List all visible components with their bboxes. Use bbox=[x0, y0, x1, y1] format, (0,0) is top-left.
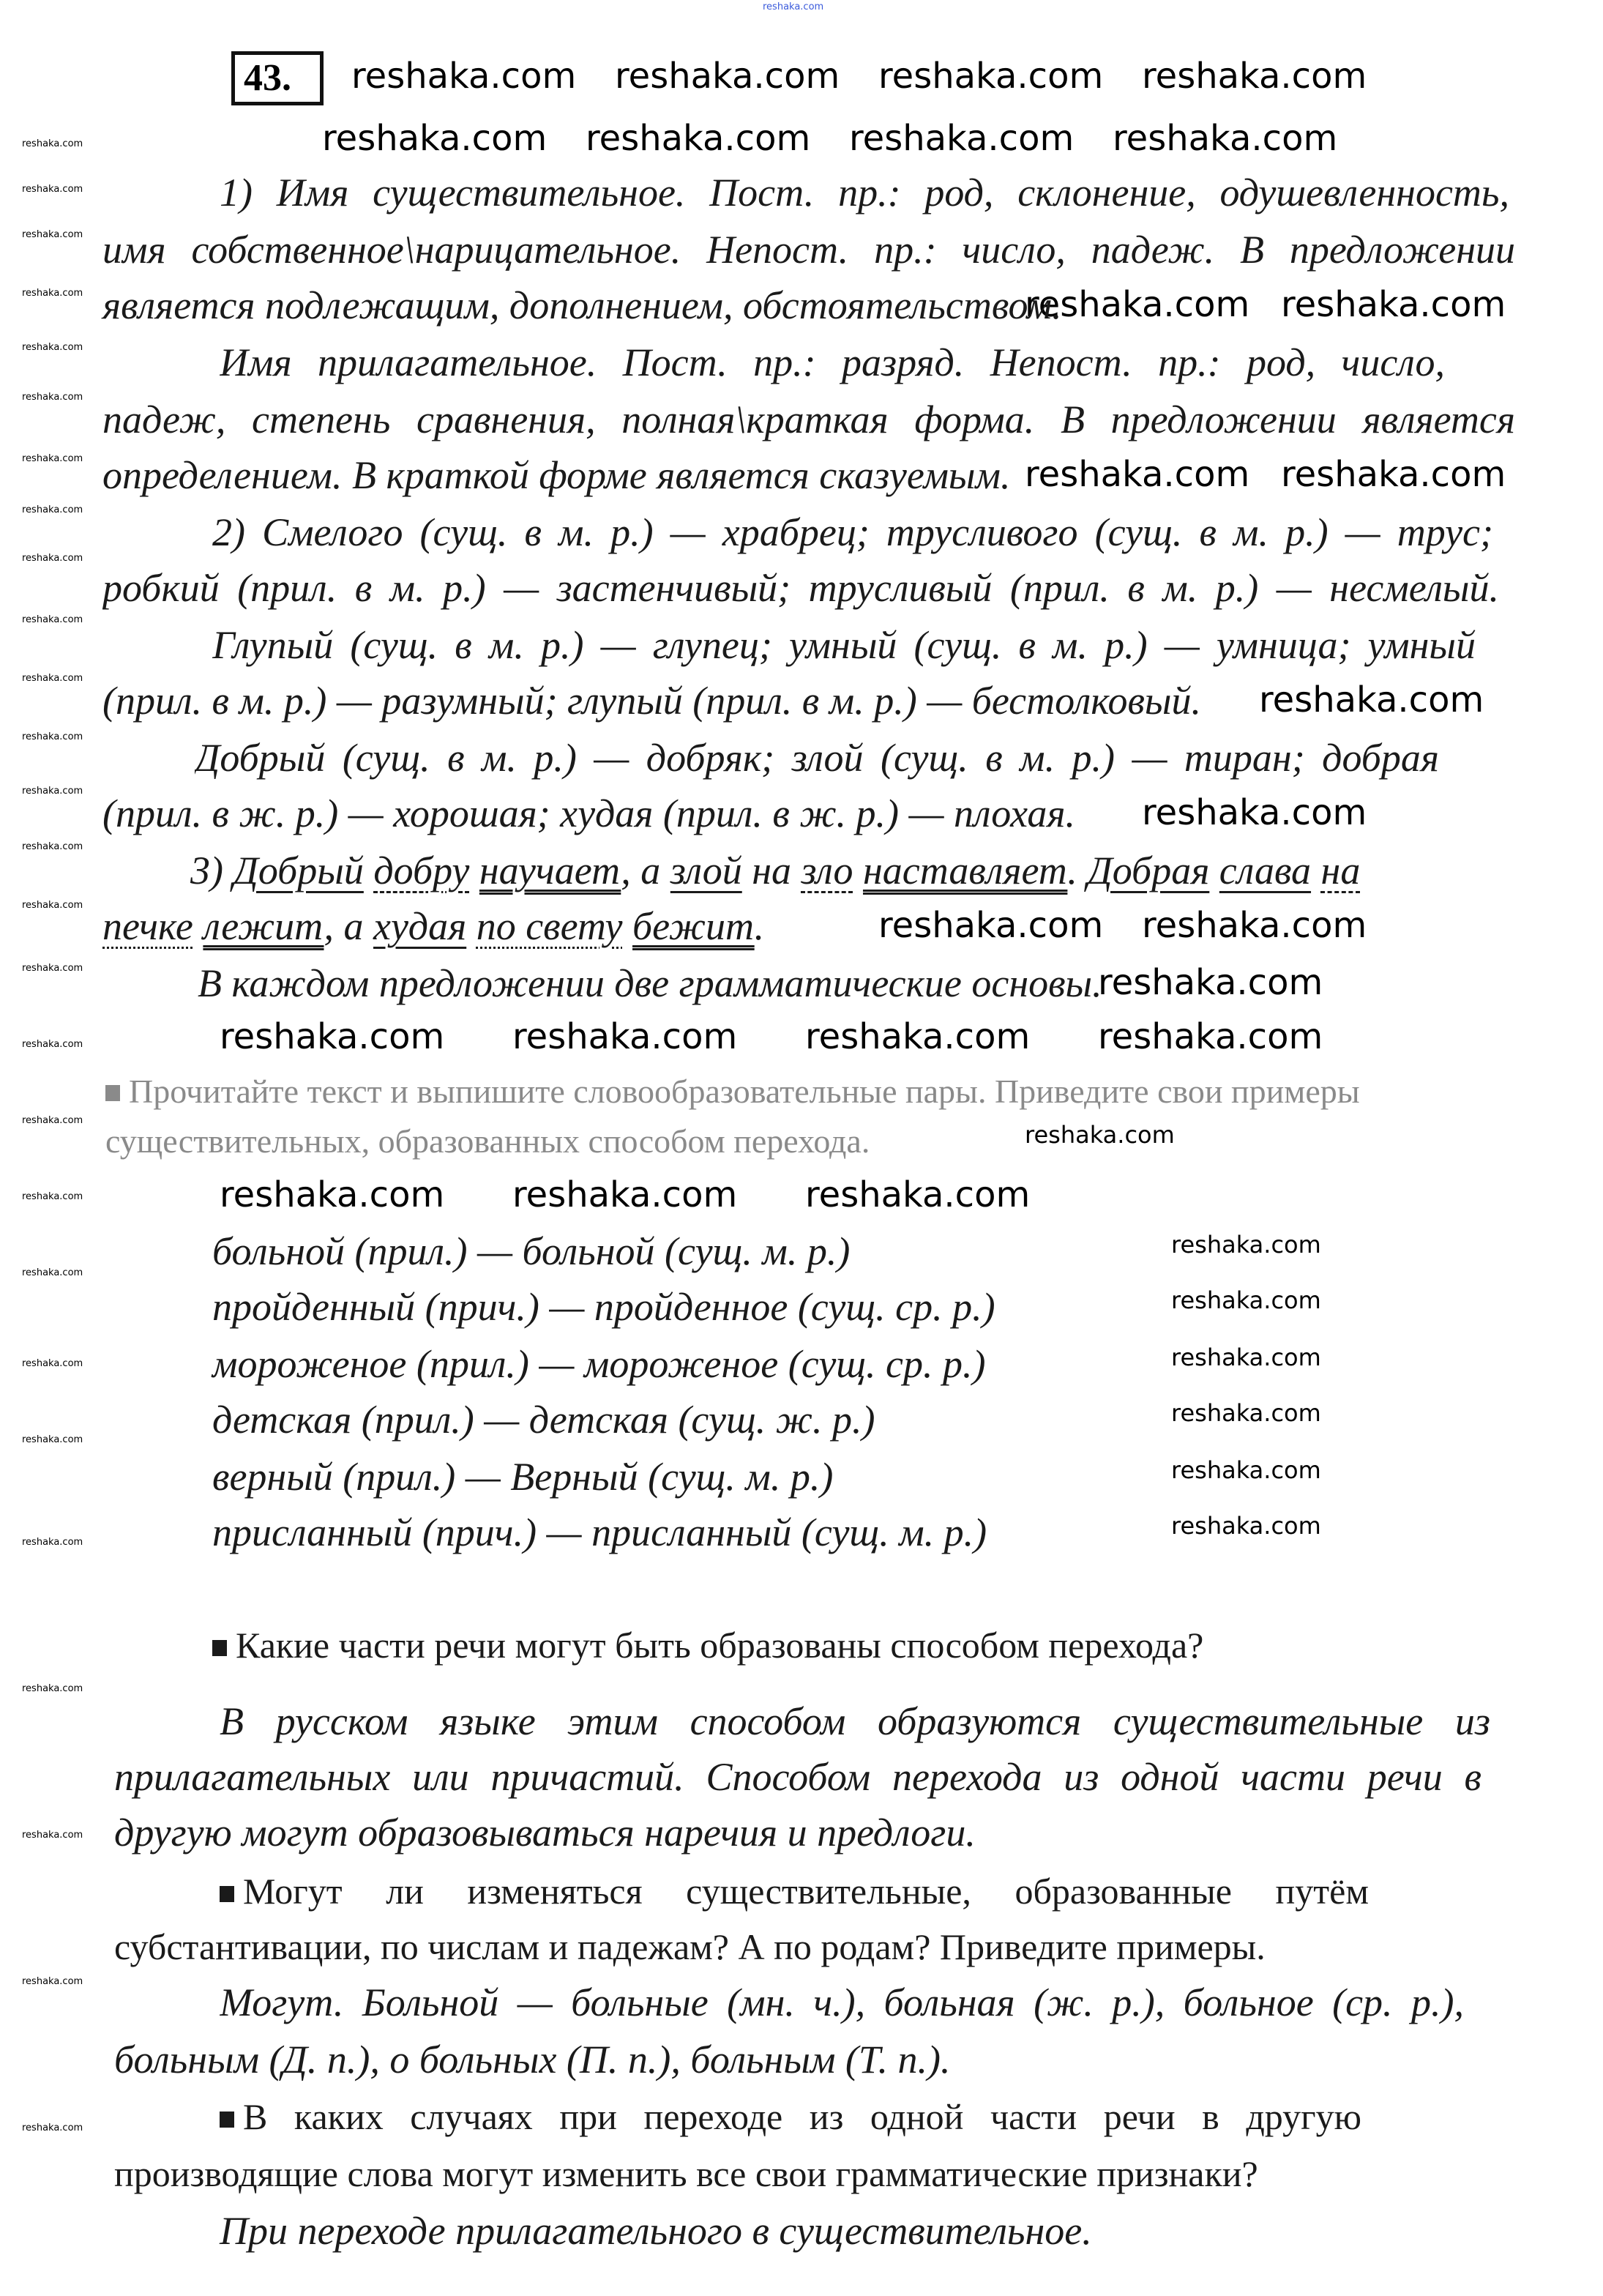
underlined-word: злой bbox=[670, 849, 742, 892]
watermark: reshaka.com bbox=[1281, 284, 1506, 325]
underlined-word: печке bbox=[102, 904, 193, 948]
watermark: reshaka.com bbox=[1259, 679, 1484, 720]
underlined-word: наставляет bbox=[862, 849, 1068, 892]
watermark: reshaka.com bbox=[22, 392, 83, 403]
watermark: reshaka.com bbox=[22, 138, 83, 149]
watermark: reshaka.com bbox=[22, 229, 83, 240]
watermark: reshaka.com bbox=[22, 1115, 83, 1126]
proverb-text bbox=[1311, 849, 1321, 892]
watermark: reshaka.com bbox=[22, 1976, 83, 1987]
watermark: reshaka.com bbox=[1171, 1399, 1321, 1427]
underlined-word: бежит bbox=[632, 904, 755, 948]
watermark: reshaka.com bbox=[22, 1358, 83, 1369]
proverb-text: , а bbox=[324, 904, 373, 948]
proverb-line bbox=[190, 845, 1360, 896]
watermark: reshaka.com bbox=[22, 553, 83, 564]
bullet-square-icon bbox=[220, 2112, 234, 2128]
question-text: Какие части речи могут быть образованы способом перехода? bbox=[236, 1625, 1204, 1666]
watermark: reshaka.com bbox=[22, 731, 83, 742]
question-text: В каких случаях при переходе из одной части речи в другую bbox=[243, 2096, 1361, 2137]
question bbox=[220, 2091, 1361, 2142]
watermark: reshaka.com bbox=[22, 288, 83, 299]
watermark: reshaka.com bbox=[1025, 1121, 1175, 1149]
watermark: reshaka.com bbox=[22, 1683, 83, 1694]
underlined-word: Добрая bbox=[1087, 849, 1210, 892]
watermark: reshaka.com bbox=[22, 786, 83, 797]
pair-item: присланный (прич.) — присланный (сущ. м. р.) bbox=[212, 1510, 987, 1554]
proverb-text bbox=[193, 904, 203, 948]
site-link[interactable]: reshaka.com bbox=[763, 1, 824, 12]
proverb-text bbox=[623, 904, 633, 948]
watermark: reshaka.com bbox=[1171, 1456, 1321, 1484]
watermark: reshaka.com bbox=[512, 1174, 738, 1215]
proverb-text: на bbox=[741, 849, 802, 892]
answer-line: робкий (прил. в м. р.) — застенчивый; трусливый (прил. в м. р.) — несмелый. bbox=[102, 566, 1499, 610]
watermark: reshaka.com bbox=[849, 118, 1075, 159]
watermark: reshaka.com bbox=[322, 118, 548, 159]
proverb-text: , а bbox=[621, 849, 670, 892]
answer-line: имя собственное\нарицательное. Непост. пр.: число, падеж. В предложении bbox=[102, 228, 1515, 272]
watermark: reshaka.com bbox=[220, 1016, 445, 1057]
watermark: reshaka.com bbox=[22, 841, 83, 852]
answer-line: Добрый (сущ. в м. р.) — добряк; злой (сущ. в м. р.) — тиран; добрая bbox=[195, 736, 1439, 780]
proverb-line bbox=[102, 901, 764, 952]
proverb-text: . bbox=[1067, 849, 1088, 892]
question bbox=[220, 1865, 1369, 1917]
watermark: reshaka.com bbox=[22, 1191, 83, 1202]
watermark: reshaka.com bbox=[22, 1830, 83, 1841]
watermark: reshaka.com bbox=[1171, 1231, 1321, 1259]
watermark: reshaka.com bbox=[1142, 905, 1367, 946]
watermark: reshaka.com bbox=[586, 118, 811, 159]
watermark: reshaka.com bbox=[1113, 118, 1338, 159]
watermark: reshaka.com bbox=[22, 504, 83, 515]
watermark: reshaka.com bbox=[1142, 792, 1367, 833]
underlined-word: слава bbox=[1219, 849, 1312, 892]
watermark: reshaka.com bbox=[1098, 1016, 1323, 1057]
watermark: reshaka.com bbox=[22, 1537, 83, 1548]
watermark: reshaka.com bbox=[512, 1016, 738, 1057]
pair-item: верный (прил.) — Верный (сущ. м. р.) bbox=[212, 1455, 834, 1499]
proverb-text: . bbox=[754, 904, 765, 948]
answer-line: падеж, степень сравнения, полная\краткая форма. В предложении является bbox=[102, 398, 1515, 441]
watermark: reshaka.com bbox=[22, 2122, 83, 2133]
watermark: reshaka.com bbox=[1171, 1512, 1321, 1540]
task-text: Прочитайте текст и выпишите словообразовательные пары. Приведите свои примеры bbox=[129, 1073, 1360, 1110]
watermark: reshaka.com bbox=[22, 342, 83, 353]
answer-line: (прил. в ж. р.) — хорошая; худая (прил. в ж. р.) — плохая. bbox=[102, 791, 1076, 835]
watermark: reshaka.com bbox=[1098, 962, 1323, 1003]
watermark: reshaka.com bbox=[1025, 284, 1250, 325]
watermark: reshaka.com bbox=[22, 673, 83, 684]
watermark: reshaka.com bbox=[22, 1039, 83, 1050]
watermark: reshaka.com bbox=[1142, 56, 1367, 97]
pair-item: пройденный (прич.) — пройденное (сущ. ср. р.) bbox=[212, 1285, 995, 1329]
question: производящие слова могут изменить все свои грамматические признаки? bbox=[114, 2153, 1258, 2194]
proverb-text bbox=[469, 849, 479, 892]
underlined-word: Добрый bbox=[233, 849, 364, 892]
bullet-square-icon bbox=[220, 1886, 234, 1902]
watermark: reshaka.com bbox=[615, 56, 840, 97]
underlined-word: лежит bbox=[203, 904, 324, 948]
task-line: существительных, образованных способом перехода. bbox=[105, 1122, 870, 1160]
watermark: reshaka.com bbox=[351, 56, 577, 97]
watermark: reshaka.com bbox=[22, 453, 83, 464]
watermark: reshaka.com bbox=[1025, 454, 1250, 495]
answer-line: Могут. Больной — больные (мн. ч.), больная (ж. р.), больное (ср. р.), bbox=[220, 1980, 1464, 2024]
question: субстантивации, по числам и падежам? А по родам? Приведите примеры. bbox=[114, 1926, 1266, 1967]
answer-line: 2) Смелого (сущ. в м. р.) — храбрец; трусливого (сущ. в м. р.) — трус; bbox=[212, 510, 1493, 554]
answer-line: Глупый (сущ. в м. р.) — глупец; умный (сущ. в м. р.) — умница; умный bbox=[212, 623, 1476, 667]
watermark: reshaka.com bbox=[22, 900, 83, 911]
pair-item: больной (прил.) — больной (сущ. м. р.) bbox=[212, 1229, 851, 1273]
pair-item: мороженое (прил.) — мороженое (сущ. ср. р.) bbox=[212, 1342, 986, 1386]
exercise-number: 43. bbox=[231, 51, 324, 105]
watermark: reshaka.com bbox=[878, 905, 1104, 946]
answer-line: другую могут образовываться наречия и предлоги. bbox=[114, 1811, 976, 1855]
proverb-text bbox=[364, 849, 374, 892]
watermark: reshaka.com bbox=[22, 614, 83, 625]
underlined-word: научает bbox=[479, 849, 621, 892]
answer-line: прилагательных или причастий. Способом перехода из одной части речи в bbox=[114, 1755, 1481, 1799]
question bbox=[212, 1620, 1203, 1671]
answer-line: больным (Д. п.), о больных (П. п.), больным (Т. п.). bbox=[114, 2038, 951, 2081]
answer-line: 1) Имя существительное. Пост. пр.: род, склонение, одушевленность, bbox=[220, 171, 1509, 215]
answer-line: (прил. в м. р.) — разумный; глупый (прил. в м. р.) — бестолковый. bbox=[102, 679, 1202, 723]
watermark: reshaka.com bbox=[22, 963, 83, 974]
answer-line: При переходе прилагательного в существительное. bbox=[220, 2209, 1092, 2253]
watermark: reshaka.com bbox=[805, 1016, 1031, 1057]
proverb-text bbox=[853, 849, 863, 892]
answer-line: определением. В краткой форме является сказуемым. bbox=[102, 453, 1011, 497]
underlined-word: по свету bbox=[476, 904, 623, 948]
proverb-text bbox=[466, 904, 477, 948]
watermark: reshaka.com bbox=[878, 56, 1104, 97]
answer-line: Имя прилагательное. Пост. пр.: разряд. Непост. пр.: род, число, bbox=[220, 340, 1445, 384]
answer-line: является подлежащим, дополнением, обстоятельством. bbox=[102, 283, 1062, 327]
underlined-word: зло bbox=[801, 849, 853, 892]
underlined-word: на bbox=[1320, 849, 1361, 892]
proverb-text: 3) bbox=[190, 849, 233, 892]
underlined-word: добру bbox=[373, 849, 470, 892]
watermark: reshaka.com bbox=[1171, 1343, 1321, 1371]
proverb-text bbox=[1209, 849, 1219, 892]
question-text: Могут ли изменяться существительные, образованные путём bbox=[243, 1871, 1369, 1912]
answer-line: В русском языке этим способом образуются существительные из bbox=[220, 1699, 1490, 1743]
pair-item: детская (прил.) — детская (сущ. ж. р.) bbox=[212, 1398, 875, 1442]
underlined-word: худая bbox=[373, 904, 467, 948]
bullet-square-icon bbox=[212, 1640, 227, 1656]
bullet-square-icon bbox=[105, 1085, 120, 1101]
watermark: reshaka.com bbox=[22, 1267, 83, 1278]
answer-line: В каждом предложении две грамматические основы. bbox=[198, 961, 1102, 1005]
watermark: reshaka.com bbox=[22, 184, 83, 195]
watermark: reshaka.com bbox=[805, 1174, 1031, 1215]
watermark: reshaka.com bbox=[1171, 1286, 1321, 1314]
watermark: reshaka.com bbox=[1281, 454, 1506, 495]
task-line bbox=[105, 1066, 1360, 1117]
watermark: reshaka.com bbox=[220, 1174, 445, 1215]
watermark: reshaka.com bbox=[22, 1434, 83, 1445]
